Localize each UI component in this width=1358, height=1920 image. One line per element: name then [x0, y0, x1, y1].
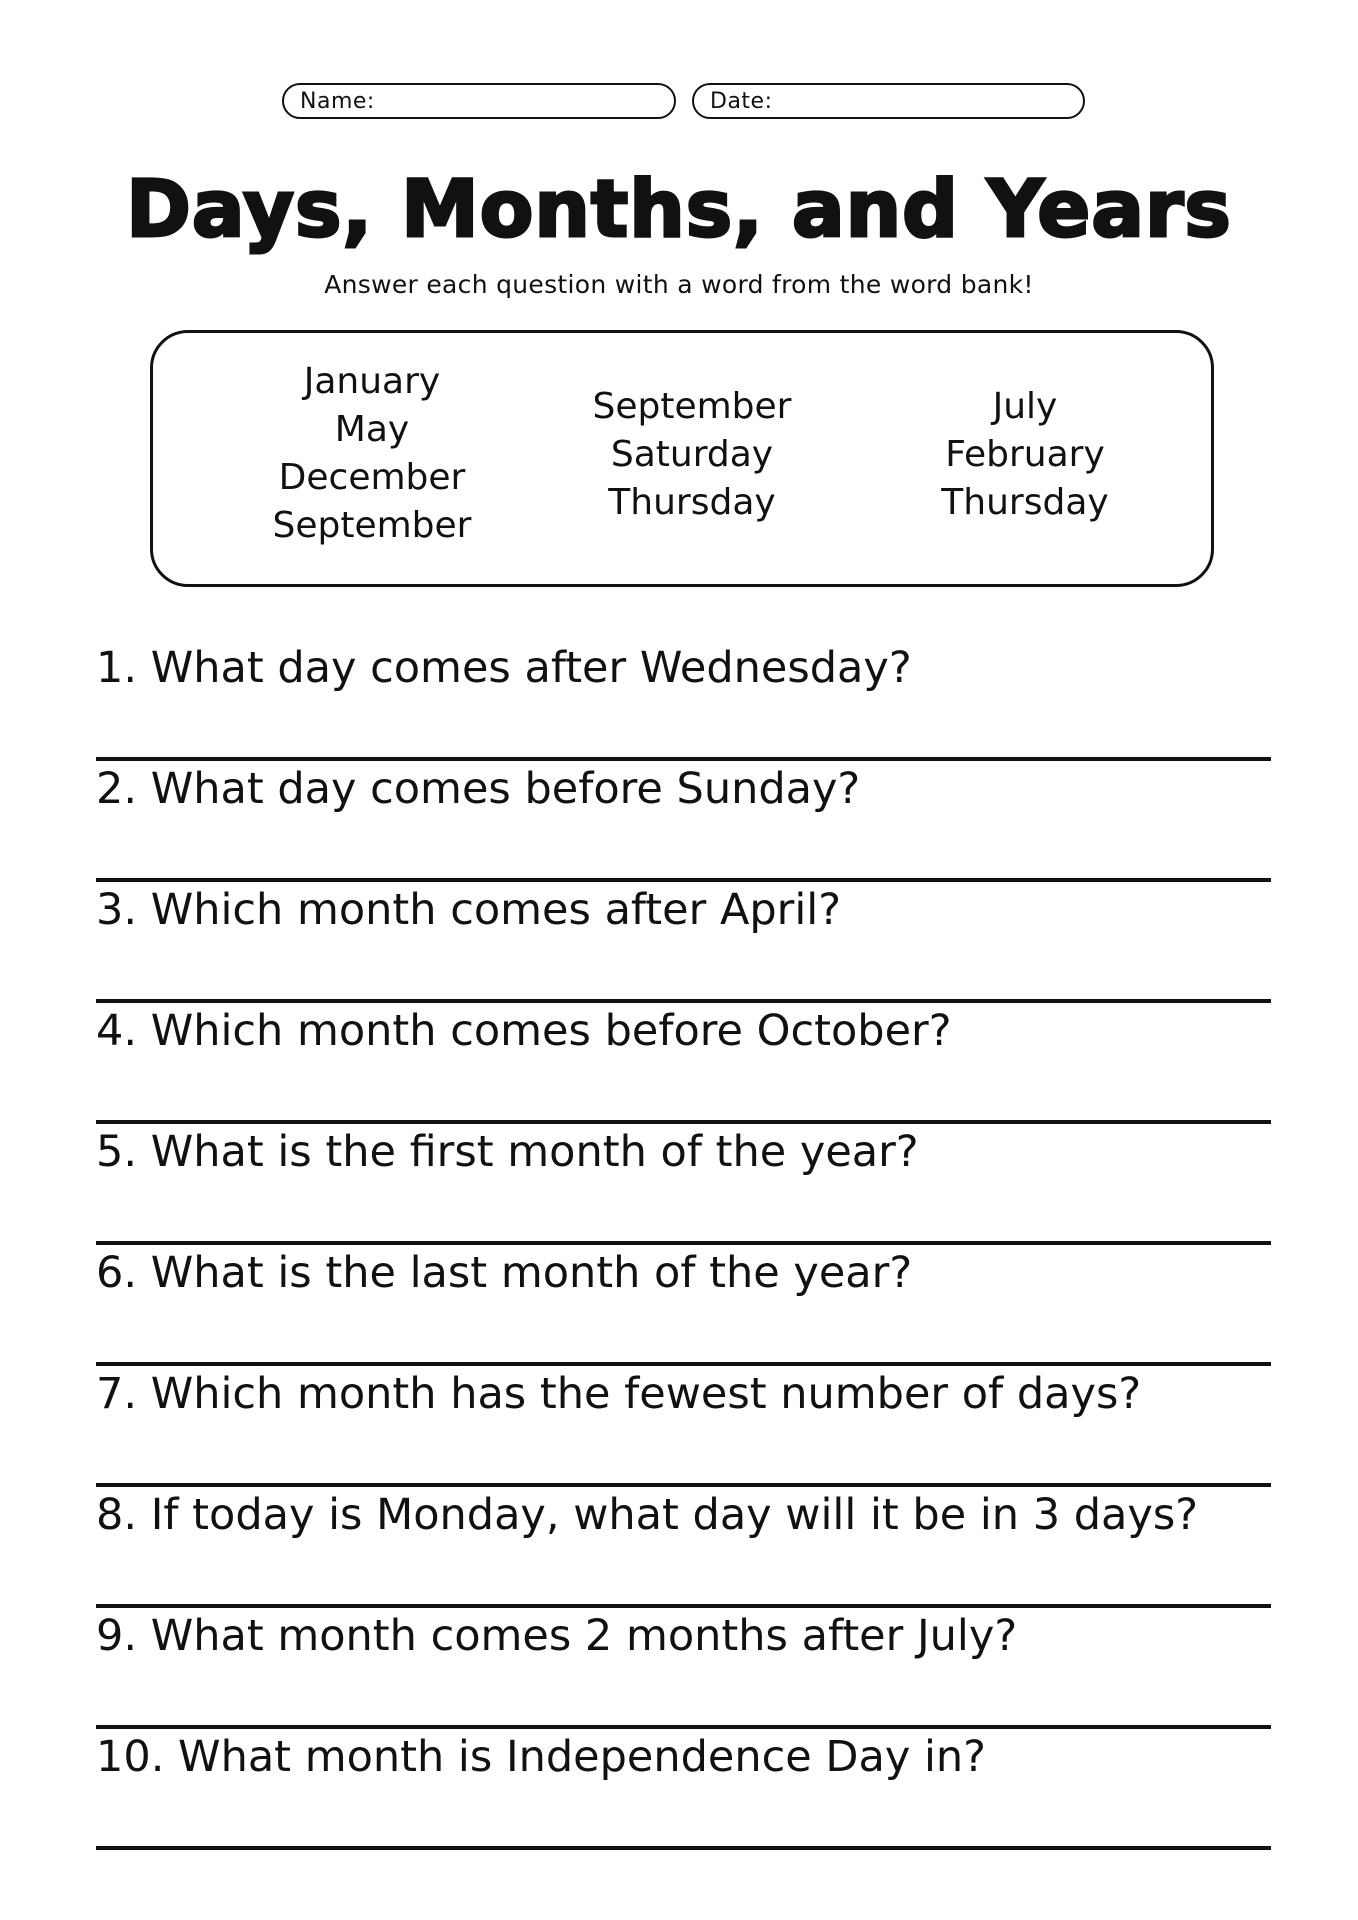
question-text: 7. Which month has the fewest number of days? — [96, 1369, 1142, 1419]
word-bank-word: September — [592, 386, 792, 427]
date-field[interactable] — [692, 83, 1085, 119]
question-text: 2. What day comes before Sunday? — [96, 764, 861, 814]
page-title: Days, Months, and Years — [126, 165, 1232, 255]
instructions: Answer each question with a word from the word bank! — [324, 270, 1034, 299]
question-text: 9. What month comes 2 months after July? — [96, 1611, 1018, 1661]
question-item — [96, 1608, 1271, 1729]
header-fields — [0, 83, 1358, 123]
word-bank — [150, 330, 1214, 587]
question-item — [96, 1245, 1271, 1366]
word-bank-word: February — [945, 434, 1105, 475]
word-bank-column-3 — [885, 383, 1165, 527]
question-list — [96, 640, 1271, 1850]
question-text: 3. Which month comes after April? — [96, 885, 842, 935]
word-bank-word: Thursday — [608, 482, 776, 523]
question-item — [96, 1003, 1271, 1124]
question-text: 10. What month is Independence Day in? — [96, 1732, 987, 1782]
word-bank-word: July — [992, 386, 1058, 427]
question-item — [96, 1487, 1271, 1608]
name-field[interactable] — [282, 83, 676, 119]
word-bank-word: Thursday — [941, 482, 1109, 523]
date-label: Date: — [710, 88, 773, 114]
question-text: 6. What is the last month of the year? — [96, 1248, 913, 1298]
word-bank-word: January — [303, 361, 441, 402]
question-text: 1. What day comes after Wednesday? — [96, 643, 912, 693]
question-item — [96, 1124, 1271, 1245]
question-item — [96, 882, 1271, 1003]
question-text: 4. Which month comes before October? — [96, 1006, 952, 1056]
question-item — [96, 1729, 1271, 1850]
name-label: Name: — [300, 88, 375, 114]
question-text: 5. What is the first month of the year? — [96, 1127, 919, 1177]
word-bank-word: Saturday — [610, 434, 774, 475]
word-bank-word: December — [278, 457, 466, 498]
word-bank-column-1 — [232, 358, 512, 550]
question-text: 8. If today is Monday, what day will it be in 3 days? — [96, 1490, 1199, 1540]
question-item — [96, 1366, 1271, 1487]
answer-line[interactable] — [96, 1846, 1271, 1850]
word-bank-word: September — [272, 505, 472, 546]
question-item — [96, 640, 1271, 761]
question-item — [96, 761, 1271, 882]
word-bank-word: May — [334, 409, 410, 450]
word-bank-column-2 — [552, 383, 832, 527]
